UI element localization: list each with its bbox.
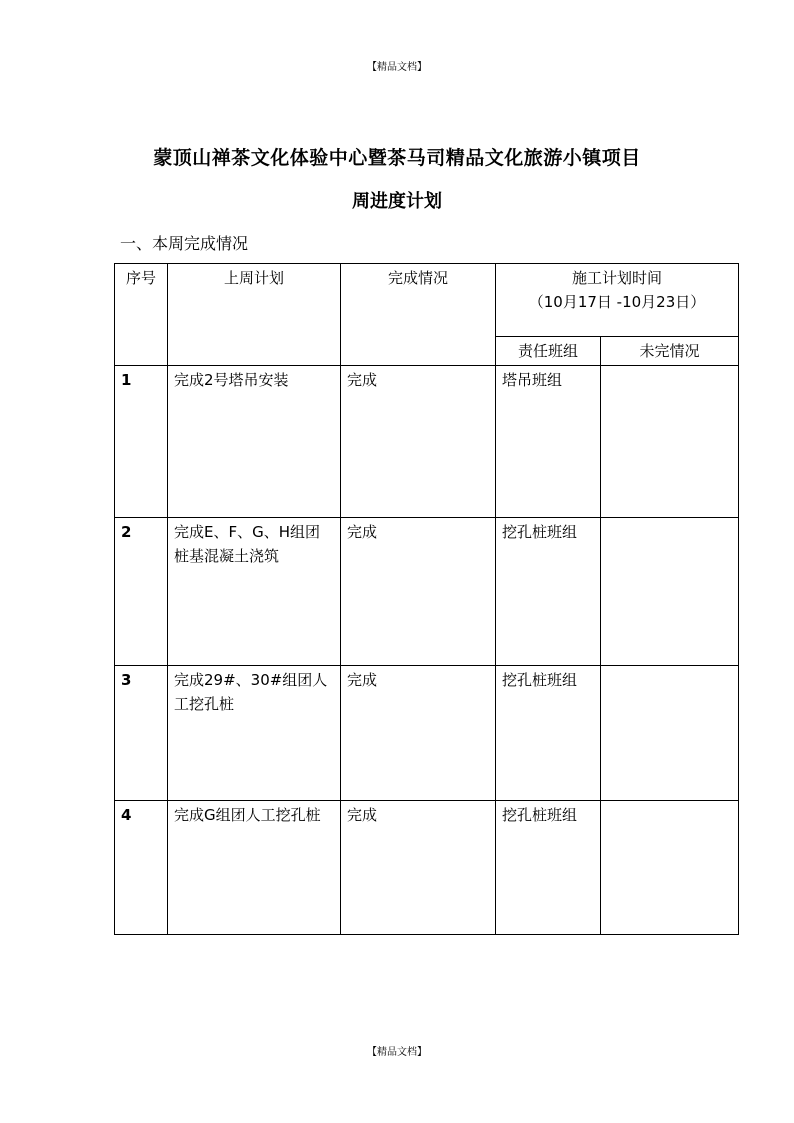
header-completion: 完成情况 [341,264,496,366]
row-seq: 2 [115,518,168,666]
row-plan: 完成2号塔吊安装 [168,366,341,518]
row-plan: 完成G组团人工挖孔桩 [168,801,341,935]
row-incomplete [601,666,739,801]
row-seq: 3 [115,666,168,801]
row-plan: 完成E、F、G、H组团桩基混凝土浇筑 [168,518,341,666]
header-seq: 序号 [115,264,168,366]
row-status: 完成 [341,518,496,666]
footer-watermark: 【精品文档】 [367,1047,427,1058]
table-row [115,801,739,935]
row-seq: 1 [115,366,168,518]
row-incomplete [601,366,739,518]
header-watermark: 【精品文档】 [367,62,427,73]
row-status: 完成 [341,801,496,935]
header-schedule-label: 施工计划时间 [571,269,662,287]
table-row [115,366,739,518]
row-incomplete [601,518,739,666]
table-row [115,518,739,666]
row-team: 挖孔桩班组 [496,801,601,935]
header-last-week-plan: 上周计划 [168,264,341,366]
header-responsible: 责任班组 [496,337,601,366]
row-status: 完成 [341,666,496,801]
table-row [115,666,739,801]
row-seq: 4 [115,801,168,935]
section-heading: 一、本周完成情况 [120,234,249,253]
header-date-range: （10月17日 -10月23日） [528,293,706,311]
document-subtitle: 周进度计划 [352,191,442,212]
row-team: 挖孔桩班组 [496,666,601,801]
header-schedule [496,264,739,337]
table-header-row [115,264,739,337]
row-team: 塔吊班组 [496,366,601,518]
document-title: 蒙顶山禅茶文化体验中心暨茶马司精品文化旅游小镇项目 [153,147,641,169]
row-plan: 完成29#、30#组团人工挖孔桩 [168,666,341,801]
row-status: 完成 [341,366,496,518]
progress-table [114,263,739,935]
row-team: 挖孔桩班组 [496,518,601,666]
header-incomplete: 未完情况 [601,337,739,366]
row-incomplete [601,801,739,935]
